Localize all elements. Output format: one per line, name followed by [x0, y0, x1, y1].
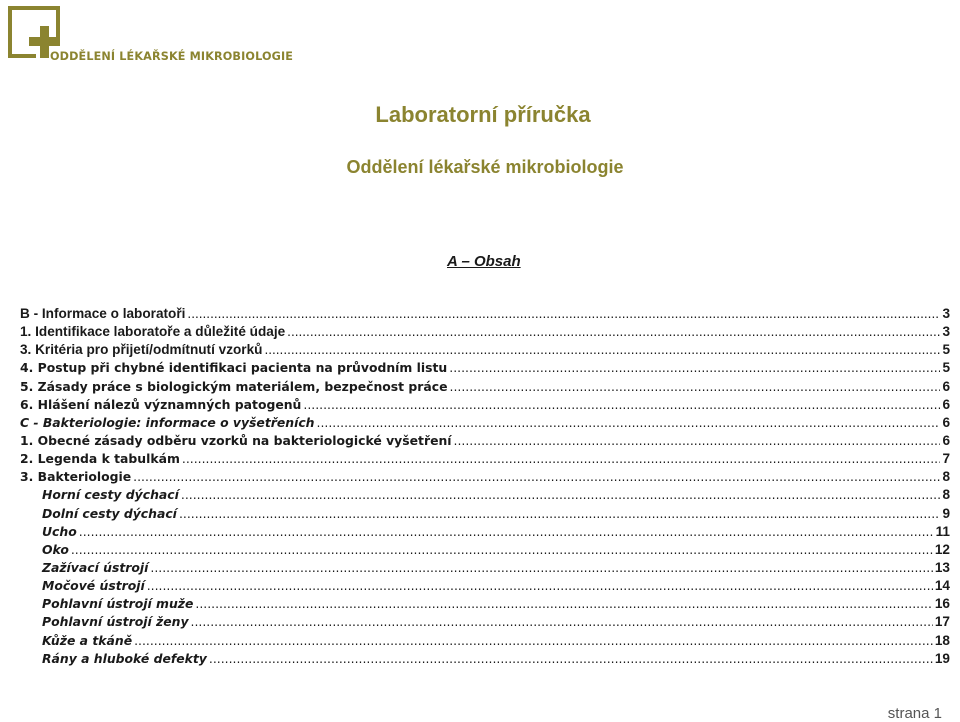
toc-leader-dots [179, 505, 941, 523]
toc-entry-label: Pohlavní ústrojí muže [42, 596, 194, 612]
toc-entry[interactable] [20, 613, 950, 631]
toc-entry-label: C - Bakteriologie: informace o vyšetřeních [20, 414, 315, 430]
page-subtitle: Oddělení lékařské mikrobiologie [346, 157, 624, 177]
toc-leader-dots [264, 341, 940, 359]
toc-entry[interactable] [20, 414, 950, 432]
toc-entry-label: 6. Hlášení nálezů významných patogenů [20, 396, 302, 412]
toc-entry-page: 11 [935, 523, 950, 539]
toc-entry[interactable] [20, 359, 950, 377]
toc-entry-label: 3. Bakteriologie [20, 469, 132, 485]
toc-entry-page: 6 [942, 378, 950, 394]
toc-entry[interactable] [20, 378, 950, 396]
page-number: strana 1 [887, 705, 942, 722]
toc-leader-dots [454, 432, 941, 450]
department-logo-text: ODDĚLENÍ LÉKAŘSKÉ MIKROBIOLOGIE [50, 50, 294, 63]
toc-leader-dots [79, 523, 934, 541]
toc-entry-label: Zažívací ústrojí [42, 559, 149, 575]
toc-entry-label: B - Informace o laboratoři [20, 306, 186, 321]
toc-leader-dots [191, 613, 933, 631]
toc-entry-label: Oko [42, 541, 69, 557]
toc-entry[interactable] [20, 468, 950, 486]
toc-entry[interactable] [20, 432, 950, 450]
toc-entry-label: 2. Legenda k tabulkám [20, 451, 180, 467]
toc-leader-dots [303, 396, 940, 414]
toc-entry-page: 16 [934, 596, 950, 612]
toc-entry[interactable] [20, 305, 950, 323]
page-title: Laboratorní příručka [375, 102, 591, 127]
toc-entry-label: Horní cesty dýchací [42, 487, 179, 503]
toc-entry-label: Dolní cesty dýchací [42, 505, 177, 521]
toc-entry-page: 8 [942, 487, 950, 503]
toc-entry-label: 3. Kritéria pro přijetí/odmítnutí vzorků [20, 342, 263, 358]
toc-entry[interactable] [20, 450, 950, 468]
toc-entry-page: 9 [942, 505, 950, 521]
toc-entry[interactable] [20, 577, 950, 595]
toc-entry-page: 5 [942, 360, 950, 376]
toc-leader-dots [147, 577, 933, 595]
toc-leader-dots [450, 378, 941, 396]
table-of-contents [20, 305, 950, 668]
toc-entry-label: Pohlavní ústrojí ženy [42, 614, 189, 630]
toc-entry-label: Rány a hluboké defekty [42, 650, 207, 666]
toc-entry-page: 3 [942, 324, 950, 340]
toc-entry-page: 13 [934, 559, 950, 575]
toc-entry-label: Kůže a tkáně [42, 632, 133, 648]
toc-entry-page: 18 [934, 632, 950, 648]
toc-entry-page: 6 [942, 432, 950, 448]
toc-entry-page: 7 [942, 451, 950, 467]
toc-leader-dots [182, 450, 941, 468]
toc-entry-page: 19 [934, 650, 950, 666]
toc-leader-dots [71, 541, 933, 559]
toc-entry[interactable] [20, 396, 950, 414]
contents-heading: A – Obsah [447, 253, 521, 270]
toc-entry[interactable] [20, 595, 950, 613]
toc-entry-page: 12 [934, 541, 950, 557]
toc-leader-dots [287, 323, 940, 341]
toc-entry[interactable] [20, 650, 950, 668]
toc-entry[interactable] [20, 541, 950, 559]
toc-leader-dots [133, 468, 940, 486]
toc-entry[interactable] [20, 323, 950, 341]
toc-entry-page: 5 [942, 342, 950, 358]
toc-leader-dots [187, 305, 940, 323]
toc-entry-page: 6 [942, 396, 950, 412]
toc-entry-label: Močové ústrojí [42, 578, 145, 594]
toc-leader-dots [195, 595, 932, 613]
toc-leader-dots [181, 486, 941, 504]
toc-entry-label: 5. Zásady práce s biologickým materiálem, bezpečnost práce [20, 378, 448, 394]
toc-entry-page: 8 [942, 469, 950, 485]
toc-entry-label: Ucho [42, 523, 77, 539]
toc-leader-dots [449, 359, 940, 377]
toc-entry-page: 14 [934, 578, 950, 594]
toc-entry[interactable] [20, 486, 950, 504]
toc-entry-label: 4. Postup při chybné identifikaci pacienta na průvodním listu [20, 360, 448, 376]
toc-entry[interactable] [20, 505, 950, 523]
toc-entry[interactable] [20, 559, 950, 577]
toc-entry-label: 1. Obecné zásady odběru vzorků na bakteriologické vyšetření [20, 432, 452, 448]
toc-entry[interactable] [20, 632, 950, 650]
toc-entry[interactable] [20, 341, 950, 359]
toc-entry-page: 3 [942, 306, 950, 321]
toc-leader-dots [209, 650, 933, 668]
toc-leader-dots [134, 632, 933, 650]
toc-entry-label: 1. Identifikace laboratoře a důležité údaje [20, 324, 286, 340]
toc-entry[interactable] [20, 523, 950, 541]
toc-entry-page: 17 [934, 614, 950, 630]
toc-leader-dots [150, 559, 932, 577]
toc-leader-dots [317, 414, 941, 432]
toc-entry-page: 6 [942, 414, 950, 430]
